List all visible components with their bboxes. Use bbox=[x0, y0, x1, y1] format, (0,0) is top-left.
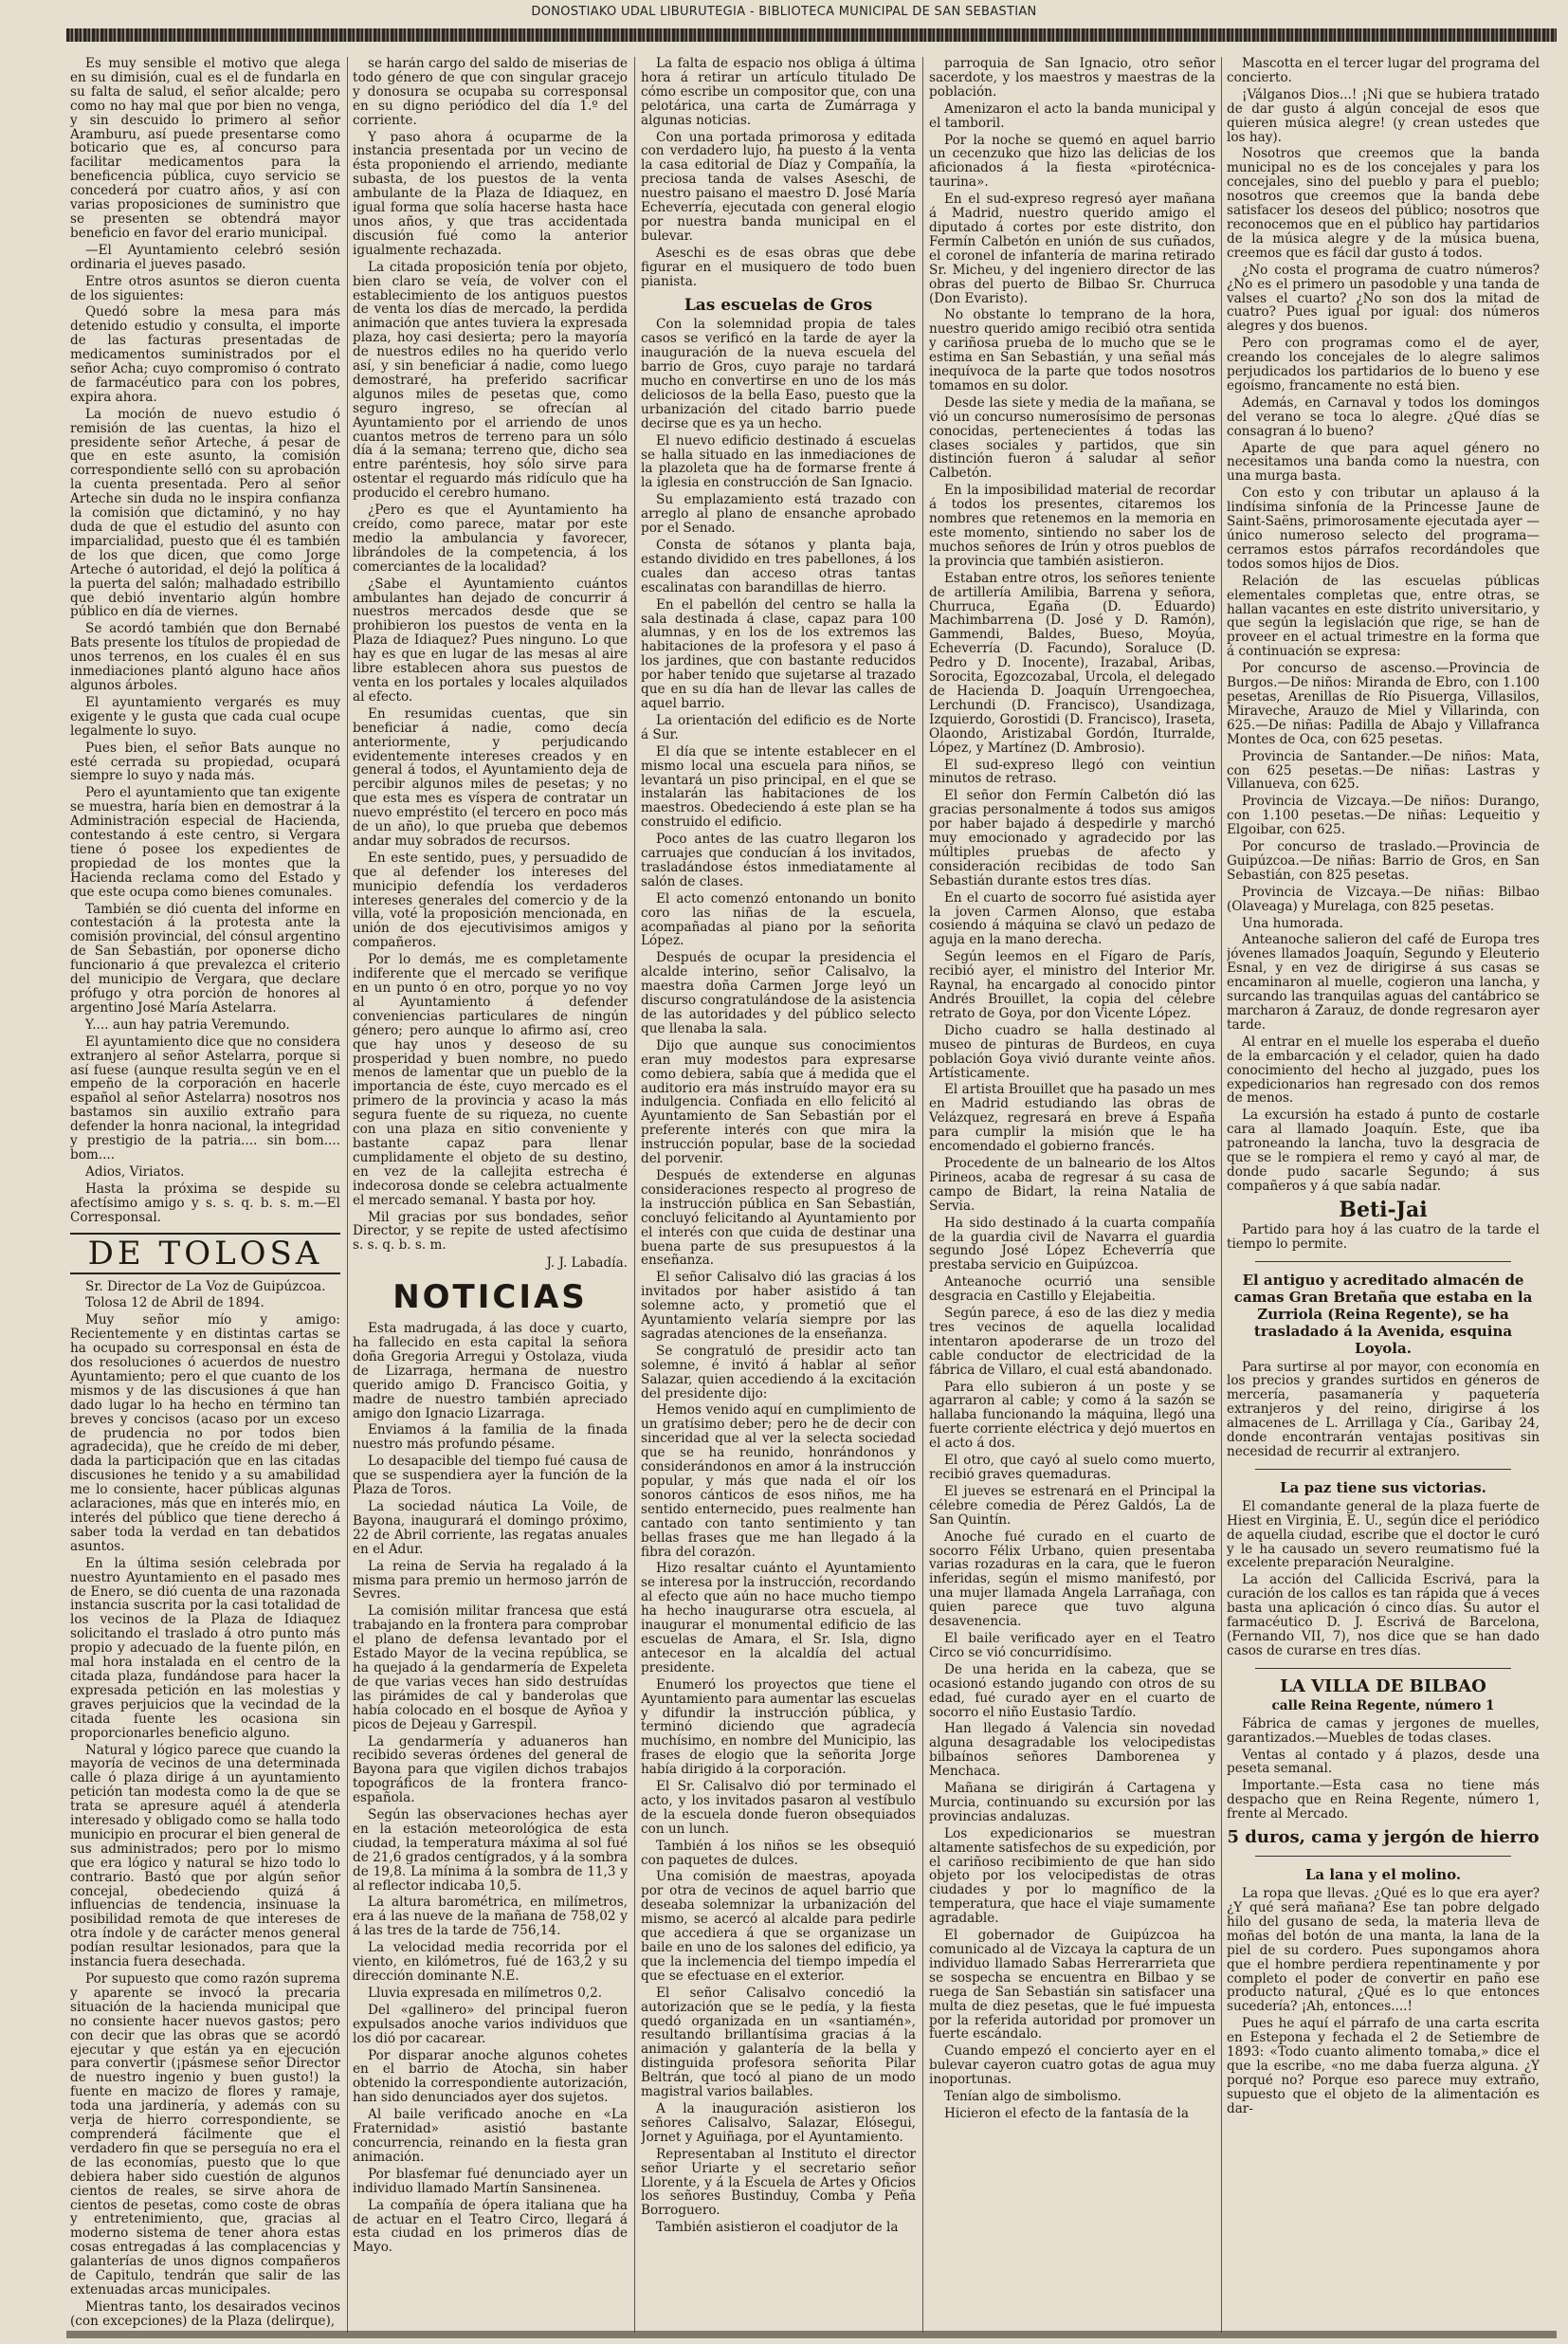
ad-paz-text bbox=[1227, 1500, 1540, 1658]
column-1 bbox=[70, 57, 340, 2333]
paragraph: Fábrica de camas y jergones de muelles, garantizados.—Muebles de todas clases. bbox=[1227, 1715, 1540, 1746]
paragraph: Provincia de Santander.—De niños: Mata, con 625 pesetas.—De niñas: Lastras y Villanueva, con 625. bbox=[1227, 748, 1540, 793]
ad-villa-bilbao-text bbox=[1227, 1717, 1540, 1822]
paragraph: El día que se intente establecer en el mismo local una escuela para niños, se levantará un piso principal, en el que se instalarán las habitaciones de los maestros. Obedeciendo á este plan se ha construido el edificio. bbox=[641, 743, 916, 831]
paragraph: Una humorada. bbox=[1242, 915, 1343, 931]
column-rule bbox=[1221, 57, 1222, 2333]
paragraph: Tenían algo de simbolismo. bbox=[944, 2089, 1121, 2105]
paragraph: Con esto y con tributar un aplauso á la lindísima sinfonía de la Princesse Jaune de Saint-Saëns, primorosamente ejecutada ayer —único numeroso selecto del programa— cerramos estos párrafos recordándoles que todos somos hijos de Dios. bbox=[1227, 485, 1540, 572]
column-2 bbox=[353, 57, 628, 2333]
paragraph: Amenizaron el acto la banda municipal y el tamboril. bbox=[929, 101, 1215, 131]
paragraph: ¡Válganos Dios...! ¡Ni que se hubiera tratado de dar gusto á algún concejal de esos que quieren música alegre! (y crean ustedes que los hay). bbox=[1227, 86, 1540, 145]
column-4 bbox=[929, 57, 1215, 2333]
paragraph: Con la solemnidad propia de tales casos se verificó en la tarde de ayer la inauguración de la nueva escuela del barrio de Gros, cuyo paraje no tardará mucho en convertirse en uno de los más deliciosos de la bella Easo, puesto que la urbanización del citado barrio puede decirse que es ya un hecho. bbox=[641, 317, 916, 431]
paragraph: Según parece, á eso de las diez y media tres vecinos de aquella localidad intentaron apoderarse de un trozo del cable conductor de electricidad de la fábrica de Villaro, el cual está abandonado. bbox=[929, 1306, 1215, 1378]
paragraph: Para ello subieron á un poste y se agarraron al cable; y como á la sazón se hallaba funcionando la máquina, llegó una fuerte corriente eléctrica y dejó muertos en el acto á dos. bbox=[929, 1379, 1215, 1452]
paragraph: Y paso ahora á ocuparme de la instancia presentada por un vecino de ésta proponiendo el arriendo, mediante subasta, de los puestos de la venta ambulante de la Plaza de Idiaquez, en igual forma que solía hacerse hasta hace unos años, y que tras accidentada discusión fué como la anterior igualmente rechazada. bbox=[353, 129, 628, 258]
paragraph: Los expedicionarios se muestran altamente satisfechos de su expedición, por el cariñoso recibimiento de que han sido objeto por los velocipedistas de otras ciudades y por lo magnífico de la temperatura, que hace el viaje sumamente agradable. bbox=[929, 1825, 1215, 1927]
paragraph: De una herida en la cabeza, que se ocasionó estando jugando con otros de su edad, fué curado ayer en el cuarto de socorro el niño Eustasio Tardío. bbox=[929, 1661, 1215, 1720]
paragraph: El gobernador de Guipúzcoa ha comunicado al de Vizcaya la captura de un individuo llamado Sabas Herrerarrieta que se sospecha se encuentra en Bilbao y se ruega de San Sebastián sin satisfacer una multa de diez pesetas, que le fué impuesta por la referida autoridad por promover un fuerte escándalo. bbox=[929, 1928, 1215, 2042]
paragraph: La gendarmería y aduaneros han recibido severas órdenes del general de Bayona para que vigilen dichos trabajos topográficos de la frontera franco-española. bbox=[353, 1733, 628, 1806]
paragraph: Enviamos á la familia de la finada nuestro más profundo pésame. bbox=[353, 1422, 628, 1453]
paragraph: Por lo demás, me es completamente indiferente que el mercado se verifique en un punto ó en otro, porque yo no voy al Ayuntamiento á defender conveniencias particulares de ningún género; pero aunque lo afirmo así, creo que hay unos y deseoso de su prosperidad y buen nombre, no puedo menos de lamentar que un pueblo de la importancia de éste, cuyo mercado es el primero de la provincia y acaso la más segura fuente de su riqueza, no cuente con una plaza en sitio conveniente y bastante capaz para llenar cumplidamente el objeto de su destino, en vez de la callejita estrecha é indecorosa donde se celebra actualmente el mercado semanal. Y basta por hoy. bbox=[353, 952, 628, 1208]
ad-divider bbox=[1255, 1668, 1511, 1669]
library-header: DONOSTIAKO UDAL LIBURUTEGIA - BIBLIOTECA MUNICIPAL DE SAN SEBASTIAN bbox=[531, 5, 1037, 19]
paragraph: Cuando empezó el concierto ayer en el bulevar cayeron cuatro gotas de agua muy inoportunas. bbox=[929, 2043, 1215, 2088]
paragraph: Dijo que aunque sus conocimientos eran muy modestos para expresarse como debiera, sabía que á medida que el auditorio era más instruído mayor era su indulgencia. Confiada en ello felicitó al Ayuntamiento de San Sebastián por el preferente interés con que mira la instrucción popular, base de la sociedad del porvenir. bbox=[641, 1037, 916, 1167]
column-rule bbox=[634, 57, 635, 2333]
paragraph: se harán cargo del saldo de miserias de todo género de que con singular gracejo y donosura se ocupaba su corresponsal en su digno periódico del día 1.º del corriente. bbox=[353, 57, 628, 128]
paragraph: Mientras tanto, los desairados vecinos (con excepciones) de la Plaza (delirque), bbox=[70, 2298, 340, 2329]
paragraph: También á los niños se les obsequió con paquetes de dulces. bbox=[641, 1838, 916, 1868]
masthead-rule bbox=[66, 28, 1557, 42]
paragraph: Por supuesto que como razón suprema y aparente se invocó la precaria situación de la hacienda municipal que no consiente hacer nuevos gastos; pero con decir que las obras que se acordó ejecutar y que están ya en ejecución para convertir (¡pásmese señor Director de nuestro ingenio y buen gusto!) la fuente en macizo de flores y ramaje, toda una jardinería, y además con su verja de hierro correspondiente, se comprenderá fácilmente que el verdadero fin que se perseguía no era el de las economías, puesto que lo que debiera haber sido cuestión de algunos cientos de reales, se sirve ahora de cientos de pesetas, como coste de obras y entretenimiento, que, gracias al moderno sistema de tener ahora estas cosas entregadas á las complacencias y galanterías de unos dignos compañeros de Capitulo, tendrán que salir de las extenuadas arcas municipales. bbox=[70, 1971, 340, 2298]
ad-villa-bilbao-address: calle Reina Regente, número 1 bbox=[1271, 1697, 1495, 1713]
paragraph: Consta de sótanos y planta baja, estando dividido en tres pabellones, á los cuales dan acceso otras tantas escalinatas con barandillas de hierro. bbox=[641, 538, 916, 595]
paragraph: Se acordó también que don Bernabé Bats presente los títulos de propiedad de unos terrenos, en los cuales él en sus inmediaciones plantó alguno hace años algunos árboles. bbox=[70, 621, 340, 693]
paragraph: Según las observaciones hechas ayer en la estación meteorológica de esta ciudad, la temperatura máxima al sol fué de 21,6 grados centígrados, y á la sombra de 19,8. La mínima á la sombra de 11,3 y al reflector indicaba 10,5. bbox=[353, 1807, 628, 1894]
ad-lana-heading: La lana y el molino. bbox=[1304, 1866, 1462, 1884]
paragraph: El jueves se estrenará en el Principal la célebre comedia de Pérez Galdós, La de San Quintín. bbox=[929, 1483, 1215, 1528]
tolosa-letter bbox=[70, 1280, 340, 2329]
paragraph: Ventas al contado y á plazos, desde una peseta semanal. bbox=[1227, 1747, 1540, 1777]
paragraph: Enumeró los proyectos que tiene el Ayuntamiento para aumentar las escuelas y difundir la instrucción pública, y terminó diciendo que agradecía muchísimo, en nombre del Municipio, las frases de elogio que la señorita Jorge había dirigido á la corporación. bbox=[641, 1676, 916, 1778]
paragraph: La excursión ha estado á punto de costarle cara al llamado Joaquín. Este, que iba patroneando la lancha, tuvo la desgracia de que se le rompiera el remo y cayó al mar, de donde pudo sacarle Segundo; á sus compañeros y á que sabía nadar. bbox=[1227, 1108, 1540, 1194]
paragraph: Quedó sobre la mesa para más detenido estudio y consulta, el importe de las facturas presentadas de medicamentos suministrados por el señor Acha; cuyo compromiso ó contrato de farmacéutico para con los pobres, expira ahora. bbox=[70, 304, 340, 405]
paragraph: Partido para hoy á las cuatro de la tarde el tiempo lo permite. bbox=[1227, 1221, 1540, 1252]
paragraph: Se congratuló de presidir acto tan solemne, é invitó á hablar al señor Salazar, quien accediendo á la excitación del presidente dijo: bbox=[641, 1343, 916, 1401]
paragraph: El ayuntamiento dice que no considera extranjero al señor Astelarra, porque si así fuese (aunque resulta según ve en el empeño de la corporación en hacerle español al señor Astelarra) nosotros nos bastamos sin auxilio extraño para defender la honra nacional, la integridad y prestigio de la patria.... sin bom.... bom.... bbox=[70, 1034, 340, 1163]
paragraph: Es muy sensible el motivo que alega en su dimisión, cual es el de fundarla en su falta de salud, el señor alcalde; pero como no hay mal que por bien no venga, y sin descuido lo primero al señor Aramburu, así puede presentarse como boticario que es, al concurso para facilitar medicamentos para la beneficencia pública, cuyo servicio se concederá por cuatro años, y así con varias proposiciones de suministro que se presenten se obtendrá mayor beneficio en favor del erario municipal. bbox=[70, 57, 340, 241]
paragraph: Y.... aun hay patria Veremundo. bbox=[85, 1016, 290, 1033]
paragraph: En resumidas cuentas, que sin beneficiar á nadie, como decía anteriormente, y perjudicando evidentemente intereses creados y en general á todos, el Ayuntamiento deja de percibir algunos miles de pesetas; y no que esta mes es víspera de contratar un nuevo empréstito (el tercero en poco más de un año), lo que prueba que debemos andar muy sobrados de recursos. bbox=[353, 705, 628, 849]
paragraph: Por disparar anoche algunos cohetes en el barrio de Atocha, sin haber obtenido la correspondiente autorización, han sido denunciados ayer dos sujetos. bbox=[353, 2047, 628, 2106]
paragraph: Pues bien, el señor Bats aunque no esté cerrada su propiedad, ocupará siempre lo suyo y nada más. bbox=[70, 740, 340, 784]
paragraph: Provincia de Vizcaya.—De niñas: Bilbao (Olaveaga) y Murelaga, con 825 pesetas. bbox=[1227, 884, 1540, 914]
column-5-text bbox=[1227, 57, 1540, 1194]
paragraph: El señor Calisalvo dió las gracias á los invitados por haber asistido á tan solemne acto, y prometió que el Ayuntamiento velaría siempre por las sagradas atenciones de la enseñanza. bbox=[641, 1270, 916, 1342]
ad-gran-bretana-text bbox=[1227, 1361, 1540, 1459]
paragraph: Relación de las escuelas públicas elementales completas que, entre otras, se hallan vacantes en este distrito universitario, y que según la legislación que rige, se han de proveer en el actual trimestre en la forma que á continuación se expresa: bbox=[1227, 573, 1540, 660]
noticias-items bbox=[353, 1322, 628, 2255]
paragraph: Esta madrugada, á las doce y cuarto, ha fallecido en esta capital la señora doña Gregoria Arregui y Ostolaza, viuda de Lizarraga, hermana de nuestro querido amigo D. Francisco Goitia, y madre de nuestro también apreciado amigo don Ignacio Lizarraga. bbox=[353, 1321, 628, 1421]
paragraph: Nosotros que creemos que la banda municipal no es de los concejales y para los concejales, sino del pueblo y para el pueblo; nosotros que creemos que la banda debe satisfacer los deseos del público; nosotros que reconocemos que en el público hay partidarios de la música alegre y de la música buena, creemos que es fácil dar gusto á todos. bbox=[1227, 146, 1540, 261]
paragraph: En la última sesión celebrada por nuestro Ayuntamiento en el pasado mes de Enero, se dió cuenta de una razonada instancia suscrita por la casi totalidad de los vecinos de la Plaza de Idiaquez solicitando el traslado á otro punto más propio y adecuado de la fuente pilón, en mal hora instalada en el centro de la citada plaza, fundándose para hacer la expresada petición en las molestias y graves perjuicios que la vecindad de la citada fuente les ocasiona sin proporcionarles beneficio alguno. bbox=[70, 1555, 340, 1741]
paragraph: El señor don Fermín Calbetón dió las gracias personalmente á todos sus amigos por haber bajado á despedirle y marchó muy emocionado y agradecido por las múltiples pruebas de afecto y consideración recibidas de todo San Sebastián durante estos tres días. bbox=[929, 788, 1215, 888]
column-5 bbox=[1227, 57, 1540, 2333]
paragraph: ¿Sabe el Ayuntamiento cuántos ambulantes han dejado de concurrir á nuestros mercados desde que se prohibieron los puestos de venta en la Plaza de Idiaquez? Pues ninguno. Lo que hay es que en lugar de las mesas al aire libre establecen ahora sus puestos de venta en los portales y locales alquilados al efecto. bbox=[353, 576, 628, 705]
paragraph: Hasta la próxima se despide su afectísimo amigo y s. s. q. b. s. m.—El Corresponsal. bbox=[70, 1181, 340, 1225]
ad-divider bbox=[1255, 1856, 1511, 1857]
paragraph: No obstante lo temprano de la hora, nuestro querido amigo recibió otra sentida y cariñosa prueba de lo mucho que se le estima en San Sebastián, y una señal más inequívoca de la parte que todos nosotros tomamos en su dolor. bbox=[929, 307, 1215, 394]
ad-lana-text bbox=[1227, 1887, 1540, 2116]
paragraph: Después de extenderse en algunas consideraciones respecto al progreso de la instrucción pública en San Sebastián, concluyó felicitando al Ayuntamiento por el interés con que cuida de destinar una buena parte de sus presupuestos á la enseñanza. bbox=[641, 1167, 916, 1269]
paragraph: El ayuntamiento vergarés es muy exigente y le gusta que cada cual ocupe legalmente lo suyo. bbox=[70, 694, 340, 739]
ad-cinco-duros: 5 duros, cama y jergón de hierro bbox=[1227, 1827, 1540, 1848]
paragraph: Por concurso de ascenso.—Provincia de Burgos.—De niños: Miranda de Ebro, con 1.100 pesetas, Arenillas de Río Pisuerga, Villasilos, Miraveche, Arauzo de Miel y Villarinda, con 625.—De niñas: Padilla de Abajo y Villafranca Montes de Oca, con 625 pesetas. bbox=[1227, 661, 1540, 747]
paragraph: Hizo resaltar cuánto el Ayuntamiento se interesa por la instrucción, recordando al efecto que aún no hace mucho tiempo ha hecho inaugurarse otra escuela, al inaugurar el monumental edificio de las escuelas de Amara, el Sr. Isla, digno antecesor en la alcaldía del actual presidente. bbox=[641, 1561, 916, 1676]
paragraph: Representaban al Instituto el director señor Uriarte y el secretario señor Llorente, y á la Escuela de Artes y Oficios los señores Bustinduy, Comba y Peña Borroguero. bbox=[641, 2146, 916, 2219]
paragraph: ¿Pero es que el Ayuntamiento ha creído, como parece, matar por este medio la ambulancia y favorecer, librándoles de la competencia, á los comerciantes de la localidad? bbox=[353, 503, 628, 575]
paragraph: Sr. Director de La Voz de Guipúzcoa. bbox=[85, 1278, 326, 1294]
paragraph: Han llegado á Valencia sin novedad alguna desagradable los velocipedistas bilbaínos señores Damborenea y Menchaca. bbox=[929, 1721, 1215, 1780]
escuelas-article bbox=[641, 318, 916, 2235]
paragraph: El sud-expreso llegó con veintiun minutos de retraso. bbox=[929, 757, 1215, 787]
paragraph: Ha sido destinado á la cuarta compañía de la guardia civil de Navarra el guardia segundo José López Echeverría que prestaba servicio en Guipúzcoa. bbox=[929, 1215, 1215, 1273]
ad-gran-bretana-heading: El antiguo y acreditado almacén de camas Gran Bretaña que estaba en la Zurriola (Reina Regente), se ha trasladado á la Avenida, esquina Loyola. bbox=[1233, 1271, 1533, 1357]
column-3-text bbox=[641, 57, 916, 289]
paragraph: El acto comenzó entonando un bonito coro las niñas de la escuela, acompañadas al piano por la señorita López. bbox=[641, 890, 916, 949]
paragraph: La reina de Servia ha regalado á la misma para premio un hermoso jarrón de Sevres. bbox=[353, 1558, 628, 1602]
paragraph: —El Ayuntamiento celebró sesión ordinaria el jueves pasado. bbox=[70, 242, 340, 272]
paragraph: Hemos venido aquí en cumplimiento de un gratísimo deber; pero he de decir con sinceridad que al ver la selecta sociedad que se ha reunido, honrándonos y considerándonos en amor á la instrucción popular, y más que nada el oír los sonoros cánticos de esos niños, me ha sentido enternecido, pues realmente han cantado con tanto sentimiento y tan bellas frases que me han llegado á la fibra del corazón. bbox=[641, 1402, 916, 1560]
paragraph: Por concurso de traslado.—Provincia de Guipúzcoa.—De niñas: Barrio de Gros, en San Sebastián, con 825 pesetas. bbox=[1227, 839, 1540, 883]
paragraph: La altura barométrica, en milímetros, era á las nueve de la mañana de 758,02 y á las tres de la tarde de 756,14. bbox=[353, 1895, 628, 1939]
paragraph: Lluvia expresada en milímetros 0,2. bbox=[368, 1985, 603, 2001]
paragraph: Después de ocupar la presidencia el alcalde interino, señor Calisalvo, la maestra doña Carmen Jorge leyó un discurso congratulándose de la asistencia de las autoridades y del público selecto que llenaba la sala. bbox=[641, 950, 916, 1036]
betijai-text bbox=[1227, 1223, 1540, 1252]
paragraph: Para surtirse al por mayor, con economía en los precios y grandes surtidos en géneros de mercería, pasamanería y paquetería extranjeros y del reino, dirigirse á los almacenes de L. Arrillaga y Cía., Garibay 24, donde encontrarán ventajas positivas sin necesidad de recurrir al extranjero. bbox=[1227, 1359, 1540, 1459]
ad-paz-heading: La paz tiene sus victorias. bbox=[1280, 1478, 1486, 1496]
paragraph: Su emplazamiento está trazado con arreglo al plano de ensanche aprobado por el Senado. bbox=[641, 492, 916, 537]
paragraph: Al entrar en el muelle los esperaba el dueño de la embarcación y el celador, quien ha dado conocimiento del hecho al juzgado, pues los expedicionarios han regresado con dos remos de menos. bbox=[1227, 1034, 1540, 1107]
ad-divider bbox=[1255, 1261, 1511, 1262]
paragraph: Del «gallinero» del principal fueron expulsados anoche varios individuos que los dió por cacarear. bbox=[353, 2002, 628, 2046]
ad-divider bbox=[1255, 1469, 1511, 1470]
paragraph: La comisión militar francesa que está trabajando en la frontera para comprobar el plano de defensa levantado por el Estado Mayor de la vecina república, se ha quejado á la gendarmería de Expeleta de que varias veces han sido destruídas las pirámides de cal y banderolas que había colocado en el bosque de Ayñoa y picos de Dejeau y Garrespil. bbox=[353, 1603, 628, 1732]
paragraph: La orientación del edificio es de Norte á Sur. bbox=[641, 712, 916, 742]
bottom-rule bbox=[66, 2331, 1557, 2338]
paragraph: Según leemos en el Fígaro de París, recibió ayer, el ministro del Interior Mr. Raynal, ha encargado al conocido pintor Andrés Brouillet, la copia del célebre retrato de Goya, por don Vicente López. bbox=[929, 949, 1215, 1021]
paragraph: Adios, Viriatos. bbox=[85, 1163, 185, 1180]
paragraph: Con una portada primorosa y editada con verdadero lujo, ha puesto á la venta la casa editorial de Díaz y Compañía, la preciosa tanda de valses Aseschi, de nuestro paisano el maestro D. José María Echeverría, ejecutada con general elogio por nuestra banda municipal en el bulevar. bbox=[641, 129, 916, 244]
paragraph: El Sr. Calisalvo dió por terminado el acto, y los invitados pasaron al vestíbulo de la escuela donde fueron obsequiados con un lunch. bbox=[641, 1779, 916, 1837]
paragraph: El comandante general de la plaza fuerte de Hiest en Virginia, E. U., según dice el periódico de aquella ciudad, escribe que el doctor le curó y le ha causado un severo reumatismo fué la excelente preparación Neuralgine. bbox=[1227, 1498, 1540, 1571]
paragraph: Pues he aquí el párrafo de una carta escrita en Estepona y fechada el 2 de Setiembre de 1893: «Todo cuanto alimento tomaba,» dice el que la escribe, «no me daba fuerza alguna. ¿Y porqué no? Porque eso parece muy extraño, supuesto que el objeto de la alimentación es dar- bbox=[1227, 2016, 1540, 2116]
paragraph: Pero el ayuntamiento que tan exigente se muestra, haría bien en demostrar á la Administración especial de Hacienda, contestando á este centro, si Vergara tiene ó posee los expedientes de propiedad de los montes que la Hacienda reclama como del Estado y que este ocupa como bienes comunales. bbox=[70, 785, 340, 900]
column-rule bbox=[922, 57, 923, 2333]
paragraph: El otro, que cayó al suelo como muerto, recibió graves quemaduras. bbox=[929, 1453, 1215, 1482]
paragraph: Aparte de que para aquel género no necesitamos una banda como la nuestra, con una murga basta. bbox=[1227, 440, 1540, 485]
paragraph: La falta de espacio nos obliga á última hora á retirar un artículo titulado De cómo escribe un compositor que, con una pelotárica, una carta de Zumárraga y algunas noticias. bbox=[641, 57, 916, 128]
paragraph: Desde las siete y media de la mañana, se vió un concurso numerosísimo de personas conocidas, pertenecientes á todas las clases sociales y partidos, que sin distinción fueron á saludar al señor Calbetón. bbox=[929, 394, 1215, 482]
paragraph: La sociedad náutica La Voile, de Bayona, inaugurará el domingo próximo, 22 de Abril corriente, las regatas anuales en el Adur. bbox=[353, 1499, 628, 1557]
section-title-noticias: NOTICIAS bbox=[392, 1278, 588, 1317]
paragraph: Estaban entre otros, los señores teniente de artillería Amilibia, Barrena y señora, Churruca, Egaña (D. Eduardo) Machimbarrena (D. José y D. Ramón), Gammendi, Baldes, Bueso, Moyúa, Echeverría (D. Facundo), Soraluce (D. Pedro y D. Inocente), Irazabal, Aribas, Sorocita, Egozcozabal, Urcola, el delegado de Hacienda D. Joaquín Urrengoechea, Lerchundi (D. Francisco), Usandizaga, Izquierdo, Gorostidi (D. Francisco), Iraseta, Olaondo, Aristizabal Gordón, Iturralde, López, y Martínez (D. Ambrosio). bbox=[929, 570, 1215, 756]
paragraph: El nuevo edificio destinado á escuelas se halla situado en las inmediaciones de la plazoleta que ha de formarse frente á la iglesia en construcción de San Ignacio. bbox=[641, 432, 916, 491]
paragraph: El señor Calisalvo concedió la autorización que se le pedía, y la fiesta quedó organizada en un «santiamén», resultando brillantísima gracias á la animación y galantería de la bella y distinguida profesora señorita Pilar Beltrán, que tocó al piano de un modo magistral varios bailables. bbox=[641, 1985, 916, 2100]
paragraph: A la inauguración asistieron los señores Calisalvo, Salazar, Elósegui, Jornet y Aguiñaga, por el Ayuntamiento. bbox=[641, 2100, 916, 2145]
column-4-text bbox=[929, 57, 1215, 2121]
column-3 bbox=[641, 57, 916, 2333]
paragraph: Una comisión de maestras, apoyada por otra de vecinos de aquel barrio que deseaba solemnizar la urbanización del mismo, se acercó al alcalde para pedirle que accediera á que se organizase un baile en uno de los salones del edificio, ya que la inclemencia del tiempo impedía el que se efectuase en el exterior. bbox=[641, 1869, 916, 1984]
paragraph: Dicho cuadro se halla destinado al museo de pinturas de Burdeos, en cuya población Goya vivió durante veinte años. Artísticamente. bbox=[929, 1022, 1215, 1081]
paragraph: La ropa que llevas. ¿Qué es lo que era ayer? ¿Y qué será mañana? Ese tan pobre delgado hilo del gusano de seda, la materia lleva de moñas del botón de una manta, la lana de la piel de su cordero. Pues supongamos ahora que el hombre perdiera repentinamente y por completo el poder de convertir en paño ese producto natural, ¿Qué es lo que entonces sucedería? ¡Ah, entonces....! bbox=[1227, 1886, 1540, 2015]
letter-signature: J. J. Labadía. bbox=[546, 1255, 628, 1272]
paragraph: También se dió cuenta del informe en contestación á la protesta ante la comisión provincial, del cónsul argentino de San Sebastián, por oponerse dicho funcionario á que prevalezca el criterio del municipio de Vergara, que declare prófugo y otra porción de honores al argentino José María Astelarra. bbox=[70, 901, 340, 1016]
paragraph: En el pabellón del centro se halla la sala destinada á clase, capaz para 100 alumnas, y en los de los extremos las habitaciones de la profesora y el paso á los jardines, que con bastante reducidos por haber tenido que sujetarse al trazado que en su día han de llevar las calles de aquel barrio. bbox=[641, 596, 916, 711]
paragraph: La moción de nuevo estudio ó remisión de las cuentas, la hizo el presidente señor Arteche, á pesar de que en este asunto, la comisión correspondiente selló con su aprobación la cuenta presentada. Pero al señor Arteche sin duda no le inspira confianza la comisión que dictaminó, y no hay duda de que el estudio del asunto con imparcialidad, puesto que él es también de los que dicen, que como Jorge Arteche ó autoridad, el dejó la política á la puerta del salón; malhadado estribillo que debió inventario algún hombre público en día de viernes. bbox=[70, 406, 340, 620]
column-2-text bbox=[353, 57, 628, 1253]
paragraph: Poco antes de las cuatro llegaron los carruajes que conducían á los invitados, trasladándose éstos inmediatamente al salón de clases. bbox=[641, 832, 916, 889]
paragraph: ¿No costa el programa de cuatro números? ¿No es el primero un pasodoble y una tanda de valses el cuarto? ¿No son dos la mitad de cuatro? Pues igual por igual: dos números alegres y dos buenos. bbox=[1227, 262, 1540, 335]
paragraph: Además, en Carnaval y todos los domingos del verano se toca lo alegre. ¿Qué días se consagran á lo bueno? bbox=[1227, 394, 1540, 439]
paragraph: En este sentido, pues, y persuadido de que al defender los intereses del municipio defendía los verdaderos intereses generales del comercio y de la villa, voté la proposición mencionada, en unión de dos ejecutivisimos amigos y compañeros. bbox=[353, 850, 628, 951]
paragraph: Tolosa 12 de Abril de 1894. bbox=[85, 1295, 264, 1311]
paragraph: Muy señor mío y amigo: Recientemente y en distintas cartas se ha ocupado su corresponsal en ésta de dos resoluciones ó acuerdos de nuestro Ayuntamiento; pero el que cuanto de los mismos y de las discusiones á que han dado lugar lo ha hecho en término tan breves y concisos (acaso por un exceso de prudencia no por todos bien agradecida), que he creído de mi deber, dada la participación que en las citadas discusiones he tenido y a su amabilidad me lo consiente, hacer públicas algunas aclaraciones, más que en interés mío, en interés del público que tiene derecho á saber toda la verdad en tan debatidos asuntos. bbox=[70, 1312, 340, 1554]
paragraph: Mil gracias por sus bondades, señor Director, y se repite de usted afectísimo s. s. q. b. s. m. bbox=[353, 1209, 628, 1254]
column-1-text bbox=[70, 57, 340, 1225]
paragraph: Aseschi es de esas obras que debe figurar en el musiquero de todo buen pianista. bbox=[641, 245, 916, 289]
paragraph: Provincia de Vizcaya.—De niños: Durango, con 1.100 pesetas.—De niñas: Lequeitio y Elgoibar, con 625. bbox=[1227, 794, 1540, 838]
paragraph: parroquia de San Ignacio, otro señor sacerdote, y los maestros y maestras de la población. bbox=[929, 57, 1215, 100]
paragraph: Procedente de un balneario de los Altos Pirineos, acaba de regresar á su casa de campo de Bidart, la reina Natalia de Servia. bbox=[929, 1155, 1215, 1214]
paragraph: La citada proposición tenía por objeto, bien claro se veía, de volver con el establecimiento de los antiguos puestos de venta los días de mercado, la perdida animación que antes tuviera la expresada plaza, hoy casi desierta; pero la mayoría de nuestros ediles no ha querido verlo así, y sin beneficiar á nadie, como luego demostraré, ha preferido sacrificar algunos miles de pesetas que, como seguro ingreso, se ofrecían al Ayuntamiento por el arriendo de unos cuantos metros de terreno para un sólo día á la semana; terreno que, dicho sea entre paréntesis, hoy sólo sirve para ostentar el reguardo más ridículo que ha producido el cerebro humano. bbox=[353, 259, 628, 502]
paragraph: Anteanoche salieron del café de Europa tres jóvenes llamados Joaquín, Segundo y Eleuterio Esnal, y en vez de dirigirse á sus casas se encaminaron al muelle, cogieron una lancha, y surcando las tranquilas aguas del cantábrico se marcharon á Zarauz, de donde regresaron ayer tarde. bbox=[1227, 932, 1540, 1033]
paragraph: Al baile verificado anoche en «La Fraternidad» asistió bastante concurrencia, reinando en la fiesta gran animación. bbox=[353, 2107, 628, 2165]
paragraph: La compañía de ópera italiana que ha de actuar en el Teatro Circo, llegará á esta ciudad en los primeros días de Mayo. bbox=[353, 2197, 628, 2256]
paragraph: En el sud-expreso regresó ayer mañana á Madrid, nuestro querido amigo el diputado á cortes por este distrito, don Fermín Calbetón en unión de sus cuñados, el coronel de infantería de marina retirado Sr. Micheu, y del ingeniero director de las obras del puerto de Bilbao Sr. Churruca (Don Evaristo). bbox=[929, 192, 1215, 306]
ad-villa-bilbao-heading: LA VILLA DE BILBAO bbox=[1280, 1676, 1486, 1696]
paragraph: En el cuarto de socorro fué asistida ayer la joven Carmen Alonso, que estaba cosiendo á máquina se clavó un pedazo de aguja en la mano derecha. bbox=[929, 889, 1215, 948]
paragraph: Mañana se dirigirán á Cartagena y Murcia, continuando su excursión por las provincias andaluzas. bbox=[929, 1781, 1215, 1824]
paragraph: También asistieron el coadjutor de la bbox=[656, 2220, 899, 2236]
paragraph: La velocidad media recorrida por el viento, en kilómetros, fué de 163,2 y su dirección dominante N.E. bbox=[353, 1940, 628, 1984]
paragraph: Importante.—Esta casa no tiene más despacho que en Reina Regente, número 1, frente al Mercado. bbox=[1227, 1778, 1540, 1822]
paragraph: Hicieron el efecto de la fantasía de la bbox=[944, 2105, 1189, 2121]
paragraph: Lo desapacible del tiempo fué causa de que se suspendiera ayer la función de la Plaza de Toros. bbox=[353, 1454, 628, 1498]
paragraph: La acción del Callicida Escrivá, para la curación de los callos es tan rápida que á veces basta una aplicación ó cinco días. Su autor el farmacéutico D. J. Escrivá de Barcelona, (Fernando VII, 7), nos dice que se han dado casos de curarse en tres días. bbox=[1227, 1572, 1540, 1658]
column-rule bbox=[347, 57, 348, 2333]
paragraph: Anteanoche ocurrió una sensible desgracia en Castillo y Elejabeitia. bbox=[929, 1274, 1215, 1305]
paragraph: Anoche fué curado en el cuarto de socorro Félix Urbano, quien presentaba varias rozaduras en la cara, que le fueron inferidas, según el mismo manifestó, por una mujer llamada Angela Larrañaga, con quien parece que tuvo alguna desavenencia. bbox=[929, 1529, 1215, 1630]
paragraph: Por blasfemar fué denunciado ayer un individuo llamado Martín Sansinenea. bbox=[353, 2166, 628, 2196]
paragraph: El baile verificado ayer en el Teatro Circo se vió concurridísimo. bbox=[929, 1630, 1215, 1660]
paragraph: En la imposibilidad material de recordar á todos los presentes, citaremos los nombres que retenemos en la memoria en este momento, sintiendo no saber los de muchos señores de Irún y otros pueblos de la provincia que también asistieron. bbox=[929, 483, 1215, 569]
paragraph: Pero con programas como el de ayer, creando los concejales de lo alegre salimos perjudicados los partidarios de lo bueno y ese egoísmo, francamente no está bien. bbox=[1227, 336, 1540, 394]
section-title-escuelas: Las escuelas de Gros bbox=[684, 295, 873, 315]
paragraph: Entre otros asuntos se dieron cuenta de los siguientes: bbox=[70, 273, 340, 303]
section-title-tolosa: DE TOLOSA bbox=[70, 1233, 340, 1274]
paragraph: Mascotta en el tercer lugar del programa del concierto. bbox=[1227, 57, 1540, 85]
paragraph: Por la noche se quemó en aquel barrio un cecenzuko que hizo las delicias de los aficionados á la fiesta «pirotécnica-taurina». bbox=[929, 132, 1215, 191]
section-title-betijai: Beti-Jai bbox=[1339, 1197, 1428, 1222]
paragraph: El artista Brouillet que ha pasado un mes en Madrid estudiando las obras de Velázquez, regresará en breve á España para cumplir la misión que le ha encomendado el gobierno francés. bbox=[929, 1082, 1215, 1155]
paragraph: Natural y lógico parece que cuando la mayoría de vecinos de una determinada calle ó plaza dirige á un ayuntamiento petición tan modesta como la de que se trata se apresure aquél á atenderla interesado y obligado como se halla todo municipio en procurar el bien general de sus administrados; pero por lo mismo que era lógico y natural se hizo todo lo contrario. Bastó que por algún señor concejal, obedeciendo quizá á influencias de tendencia, insinuase la posibilidad remota de que intereses de otra índole y de carácter menos general podían resultar lesionados, para que la instancia fuera desechada. bbox=[70, 1742, 340, 1970]
